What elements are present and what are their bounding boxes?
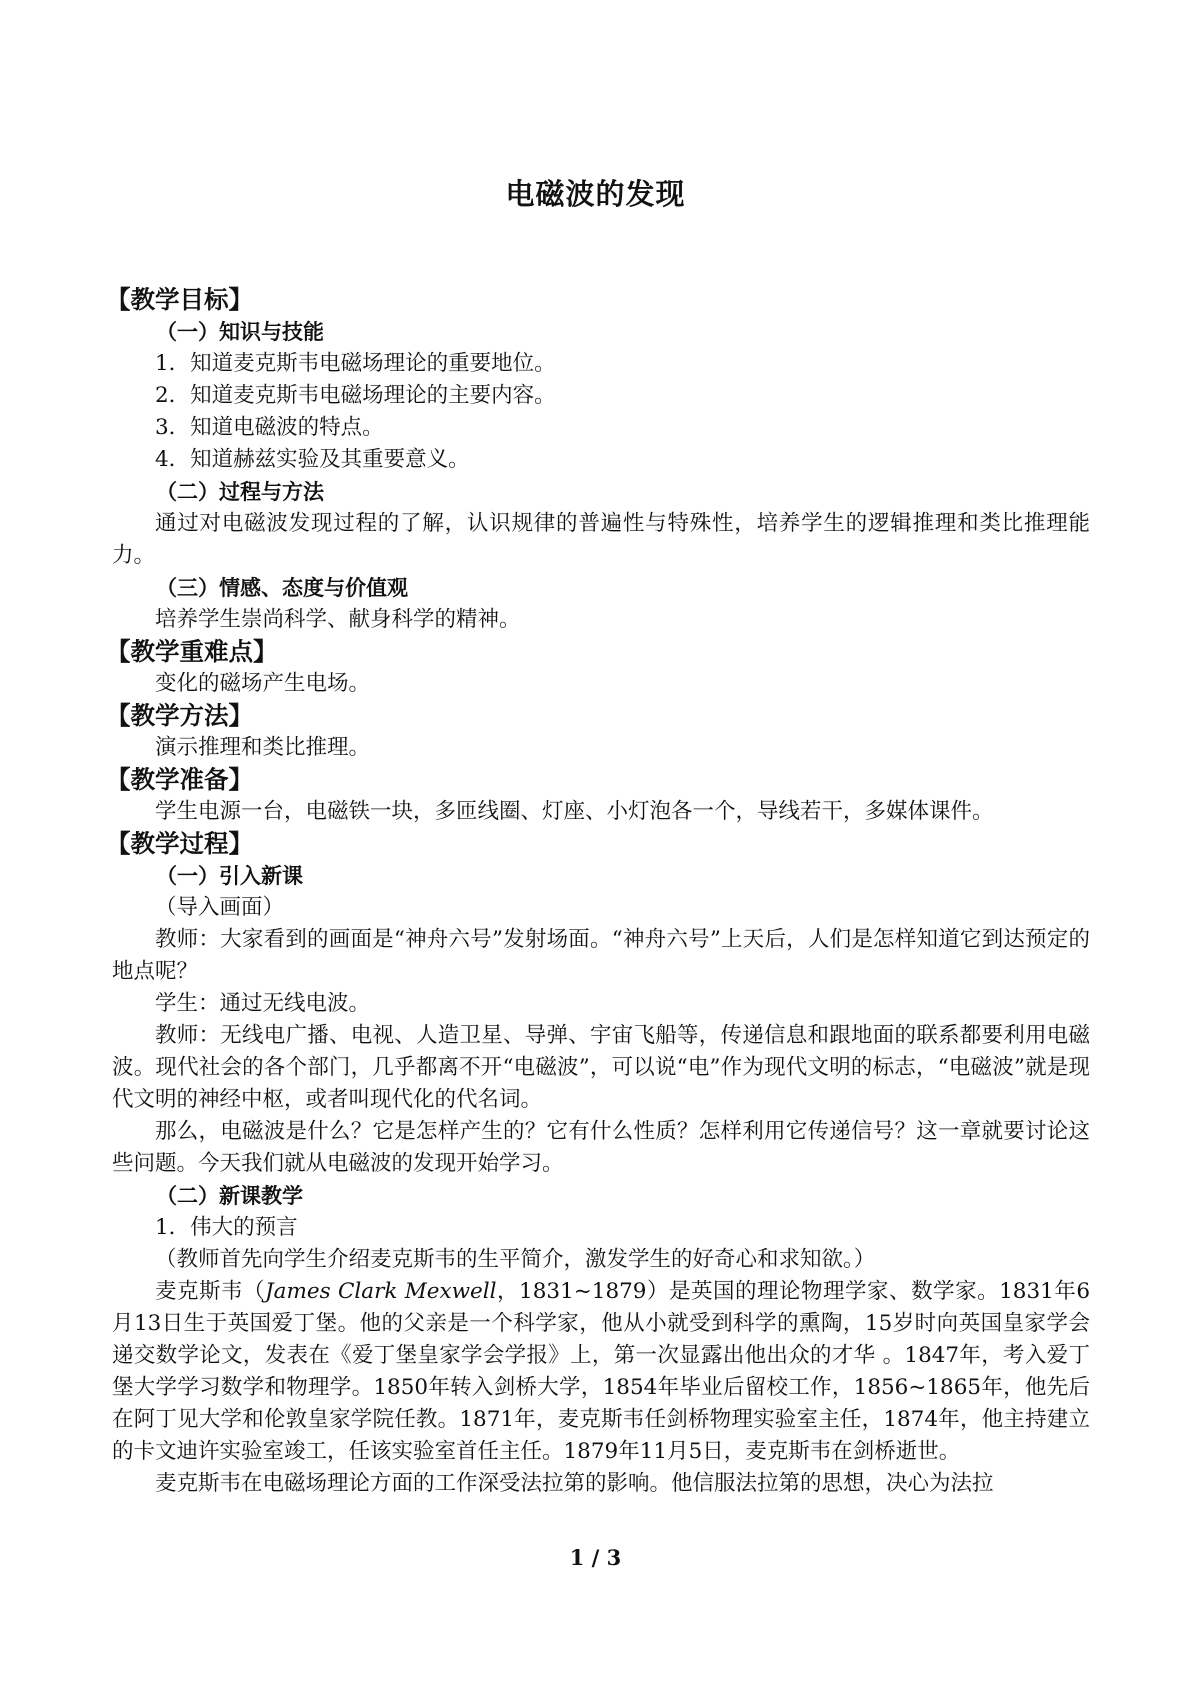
page-number: 1 / 3: [569, 1545, 622, 1570]
maxwell-bio-prefix: 麦克斯韦（: [155, 1279, 266, 1304]
objective-item-1: 1．知道麦克斯韦电磁场理论的重要地位。: [155, 351, 556, 376]
lesson-paragraph-faraday: 麦克斯韦在电磁场理论方面的工作深受法拉第的影响。他信服法拉第的思想，决心为法拉: [155, 1471, 994, 1496]
teaching-methods-paragraph: 演示推理和类比推理。: [155, 735, 371, 760]
heading-key-difficulties: 【教学重难点】: [106, 637, 278, 666]
lesson-paragraph-maxwell-bio: [112, 1276, 1090, 1468]
emotion-values-paragraph: 培养学生崇尚科学、献身科学的精神。: [155, 607, 521, 632]
heading-teaching-methods: 【教学方法】: [106, 701, 253, 730]
process-methods-paragraph: 通过对电磁波发现过程的了解，认识规律的普遍性与特殊性，培养学生的逻辑推理和类比推理能力。: [112, 511, 1090, 568]
maxwell-name-italic: James Clark Mexwell: [265, 1279, 497, 1304]
heading-teaching-preparation: 【教学准备】: [106, 765, 253, 794]
intro-paragraph-3: 学生：通过无线电波。: [155, 991, 371, 1016]
teaching-preparation-paragraph: 学生电源一台，电磁铁一块，多匝线圈、灯座、小灯泡各一个，导线若干，多媒体课件。: [155, 799, 994, 824]
objective-item-3: 3．知道电磁波的特点。: [155, 415, 384, 440]
intro-paragraph-1: （导入画面）: [155, 895, 285, 920]
intro-paragraph-2: 教师：大家看到的画面是“神舟六号”发射场面。“神舟六号”上天后，人们是怎样知道它到达预定的地点呢？: [112, 927, 1090, 984]
lesson-paragraph-1: 1．伟大的预言: [155, 1215, 298, 1240]
lesson-paragraph-2: （教师首先向学生介绍麦克斯韦的生平简介，激发学生的好奇心和求知欲。）: [155, 1247, 876, 1272]
subheading-process-methods: （二）过程与方法: [156, 480, 324, 504]
heading-teaching-objectives: 【教学目标】: [106, 285, 253, 314]
document-title: 电磁波的发现: [505, 177, 686, 211]
key-difficulties-paragraph: 变化的磁场产生电场。: [155, 671, 371, 696]
subheading-knowledge-skills: （一）知识与技能: [156, 320, 324, 344]
intro-paragraph-4: 教师：无线电广播、电视、人造卫星、导弹、宇宙飞船等，传递信息和跟地面的联系都要利用电磁波。现代社会的各个部门，几乎都离不开“电磁波”，可以说“电”作为现代文明的标志，“电磁波”就是现代文明的神经中枢，或者叫现代化的代名词。: [112, 1023, 1090, 1112]
subheading-emotion-values: （三）情感、态度与价值观: [156, 576, 408, 600]
maxwell-bio-body: ，1831~1879）是英国的理论物理学家、数学家。1831年6月13日生于英国爱丁堡。他的父亲是一个科学家，他从小就受到科学的熏陶，15岁时向英国皇家学会递交数学论文，发表在《爱丁堡皇家学会学报》上，第一次显露出他出众的才华 。1847年，考入爱丁堡大学学习数学和物理学。1850年转入剑桥大学，1854年毕业后留校工作，1856~1865年，他先后在阿丁见大学和伦敦皇家学院任教。1871年，麦克斯韦任剑桥物理实验室主任，1874年，他主持建立的卡文迪许实验室竣工，任该实验室首任主任。1879年11月5日，麦克斯韦在剑桥逝世。: [112, 1279, 1090, 1464]
heading-teaching-process: 【教学过程】: [106, 829, 253, 858]
document-body: [106, 284, 1090, 1500]
objective-item-2: 2．知道麦克斯韦电磁场理论的主要内容。: [155, 383, 556, 408]
subheading-new-lesson: （二）新课教学: [156, 1184, 303, 1208]
objective-item-4: 4．知道赫兹实验及其重要意义。: [155, 447, 470, 472]
subheading-introduction: （一）引入新课: [156, 864, 303, 888]
intro-paragraph-5: 那么，电磁波是什么？它是怎样产生的？它有什么性质？怎样利用它传递信号？这一章就要讨论这些问题。今天我们就从电磁波的发现开始学习。: [112, 1119, 1090, 1176]
